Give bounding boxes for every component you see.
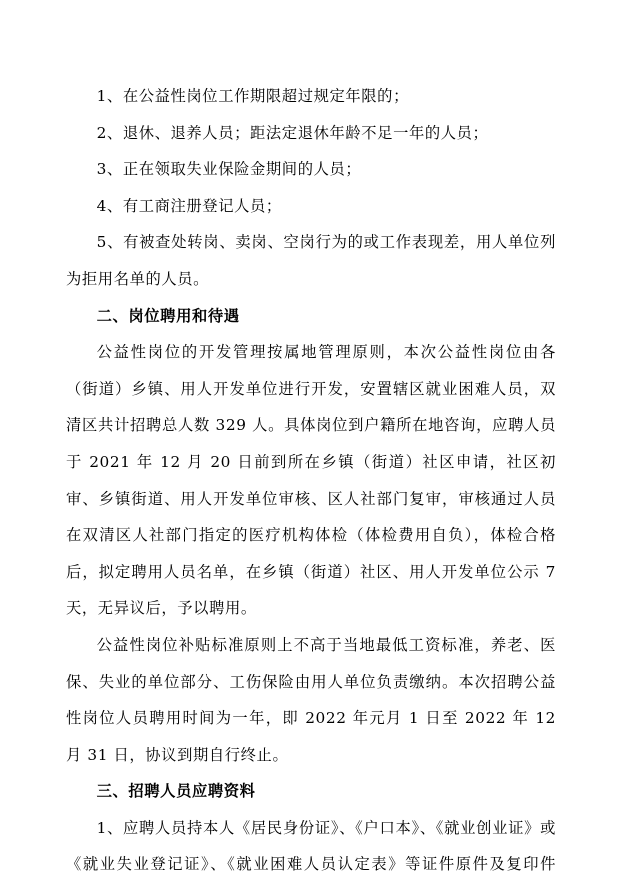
section-2-paragraph-1: 公益性岗位的开发管理按属地管理原则，本次公益性岗位由各（街道）乡镇、用人开发单位进行开发，安置辖区就业困难人员，双清区共计招聘总人数 329 人。具体岗位到户籍所在地咨询，应聘人员于 2021 年 12 月 20 日前到所在乡镇（街道）社区申请，社区初审、乡镇街道、用人开发单位审核、区人社部门复审，审核通过人员在双清区人社部门指定的医疗机构体检（体检费用自负），体检合格后，拟定聘用人员名单，在乡镇（街道）社区、用人开发单位公示 7 天，无异议后，予以聘用。	[66, 343, 556, 618]
list-item-4: 4、有工商注册登记人员；	[96, 196, 282, 215]
list-item-1: 1、在公益性岗位工作期限超过规定年限的；	[96, 87, 409, 105]
section-3-heading: 三、招聘人员应聘资料	[96, 782, 256, 801]
section-2-heading: 二、岗位聘用和待遇	[96, 306, 240, 325]
list-item-2: 2、退休、退养人员；距法定退休年龄不足一年的人员；	[96, 123, 489, 142]
document-body	[66, 78, 556, 883]
section-2-paragraph-2: 公益性岗位补贴标准原则上不高于当地最低工资标准，养老、医保、失业的单位部分、工伤保险由用人单位负责缴纳。本次招聘公益性岗位人员聘用时间为一年，即 2022 年元月 1 日至 2022 年 12 月 31 日，协议到期自行终止。	[66, 635, 556, 764]
list-item-3: 3、正在领取失业保险金期间的人员；	[96, 160, 362, 179]
section-3-paragraph-1: 1、应聘人员持本人《居民身份证》、《户口本》、《就业创业证》或《就业失业登记证》、《就业困难人员认定表》等证件原件及复印件	[66, 818, 556, 874]
list-item-5: 5、有被查处转岗、卖岗、空岗行为的或工作表现差，用人单位列为拒用名单的人员。	[66, 233, 556, 288]
